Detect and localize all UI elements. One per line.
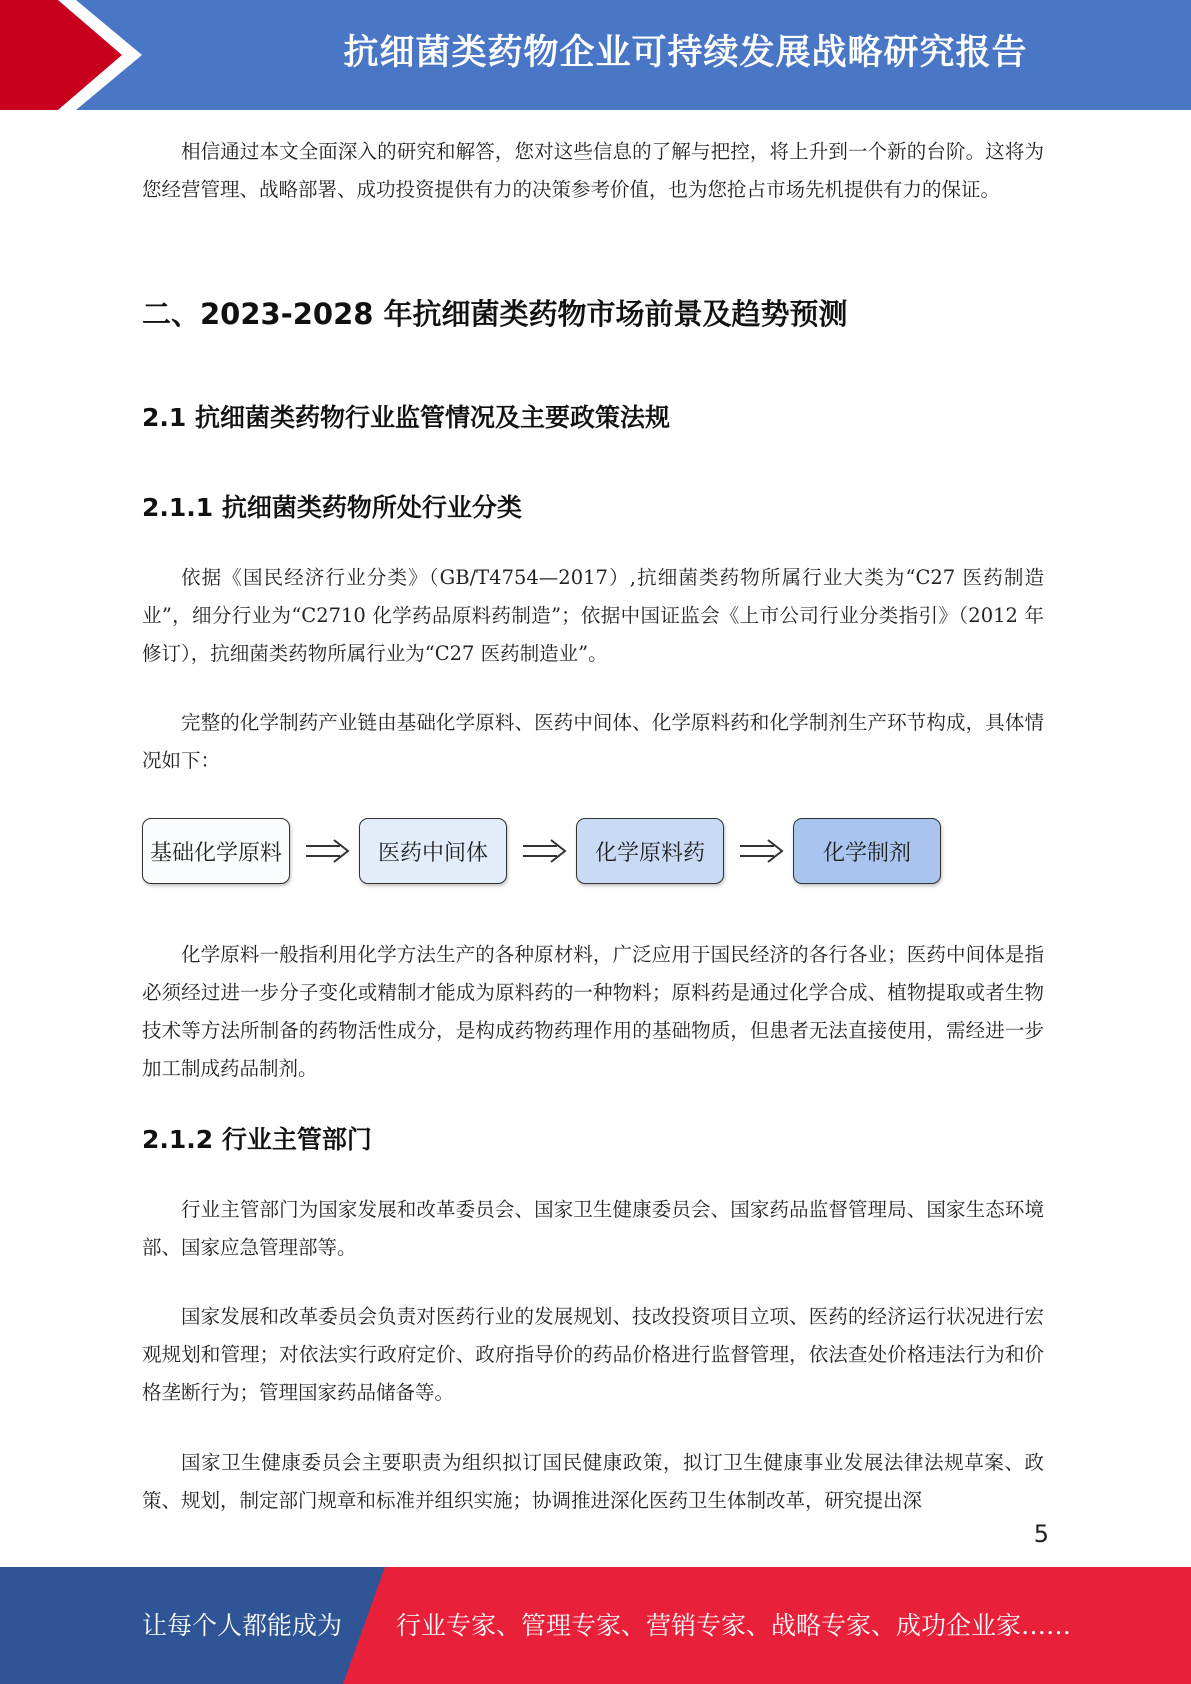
flow-step-basic-chemicals: 基础化学原料	[142, 818, 290, 884]
double-arrow-icon	[306, 839, 350, 863]
subsection-heading: 2.1 抗细菌类药物行业监管情况及主要政策法规	[142, 403, 670, 432]
paragraph-nhc	[142, 1444, 1044, 1520]
double-arrow-icon	[523, 839, 567, 863]
subsubsection-heading-classification: 2.1.1 抗细菌类药物所处行业分类	[142, 493, 522, 522]
paragraph-text: 国家发展和改革委员会负责对医药行业的发展规划、技改投资项目立项、医药的经济运行状况进行宏观规划和管理；对依法实行政府定价、政府指导价的药品价格进行监督管理，依法查处价格违法行为和价格垄断行为；管理国家药品储备等。	[142, 1305, 1044, 1404]
industry-chain-flow-diagram	[142, 818, 942, 886]
page-header	[0, 0, 1191, 110]
page-footer	[0, 1567, 1191, 1684]
paragraph-authorities-list	[142, 1191, 1044, 1267]
double-arrow-icon	[740, 839, 784, 863]
header-arrow-decoration	[0, 0, 160, 110]
flow-step-api: 化学原料药	[576, 818, 724, 884]
footer-slogan-right: 行业专家、管理专家、营销专家、战略专家、成功企业家……	[396, 1611, 1072, 1640]
paragraph-text: 依据《国民经济行业分类》（GB/T4754—2017）,抗细菌类药物所属行业大类为“C27 医药制造业”，细分行业为“C2710 化学药品原料药制造”；依据中国证监会《上市公司行业分类指引》（2012 年修订），抗细菌类药物所属行业为“C27 医药制造业”。	[142, 566, 1044, 665]
flow-step-pharma-intermediates: 医药中间体	[359, 818, 507, 884]
paragraph-text: 行业主管部门为国家发展和改革委员会、国家卫生健康委员会、国家药品监督管理局、国家生态环境部、国家应急管理部等。	[142, 1198, 1044, 1259]
paragraph-text: 国家卫生健康委员会主要职责为组织拟订国民健康政策，拟订卫生健康事业发展法律法规草案、政策、规划，制定部门规章和标准并组织实施；协调推进深化医药卫生体制改革，研究提出深	[142, 1451, 1044, 1512]
subsubsection-heading-authorities: 2.1.2 行业主管部门	[142, 1125, 372, 1154]
paragraph-industry-classification	[142, 559, 1044, 673]
paragraph-industry-chain	[142, 704, 1044, 780]
intro-paragraph-block	[142, 133, 1044, 209]
page-number: 5	[1033, 1520, 1049, 1548]
section-heading: 二、2023-2028 年抗细菌类药物市场前景及趋势预测	[142, 297, 848, 331]
paragraph-text: 化学原料一般指利用化学方法生产的各种原材料，广泛应用于国民经济的各行各业；医药中间体是指必须经过进一步分子变化或精制才能成为原料药的一种物料；原料药是通过化学合成、植物提取或者生物技术等方法所制备的药物活性成分，是构成药物药理作用的基础物质，但患者无法直接使用，需经进一步加工制成药品制剂。	[142, 943, 1044, 1080]
intro-paragraph: 相信通过本文全面深入的研究和解答，您对这些信息的了解与把控，将上升到一个新的台阶。这将为您经营管理、战略部署、成功投资提供有力的决策参考价值，也为您抢占市场先机提供有力的保证。	[142, 140, 1044, 201]
paragraph-ndrc	[142, 1298, 1044, 1412]
report-title: 抗细菌类药物企业可持续发展战略研究报告	[343, 33, 1028, 73]
paragraph-text: 完整的化学制药产业链由基础化学原料、医药中间体、化学原料药和化学制剂生产环节构成，具体情况如下：	[142, 711, 1044, 772]
footer-slogan-left: 让每个人都能成为	[142, 1611, 343, 1640]
paragraph-definitions	[142, 936, 1044, 1088]
flow-step-formulations: 化学制剂	[793, 818, 941, 884]
